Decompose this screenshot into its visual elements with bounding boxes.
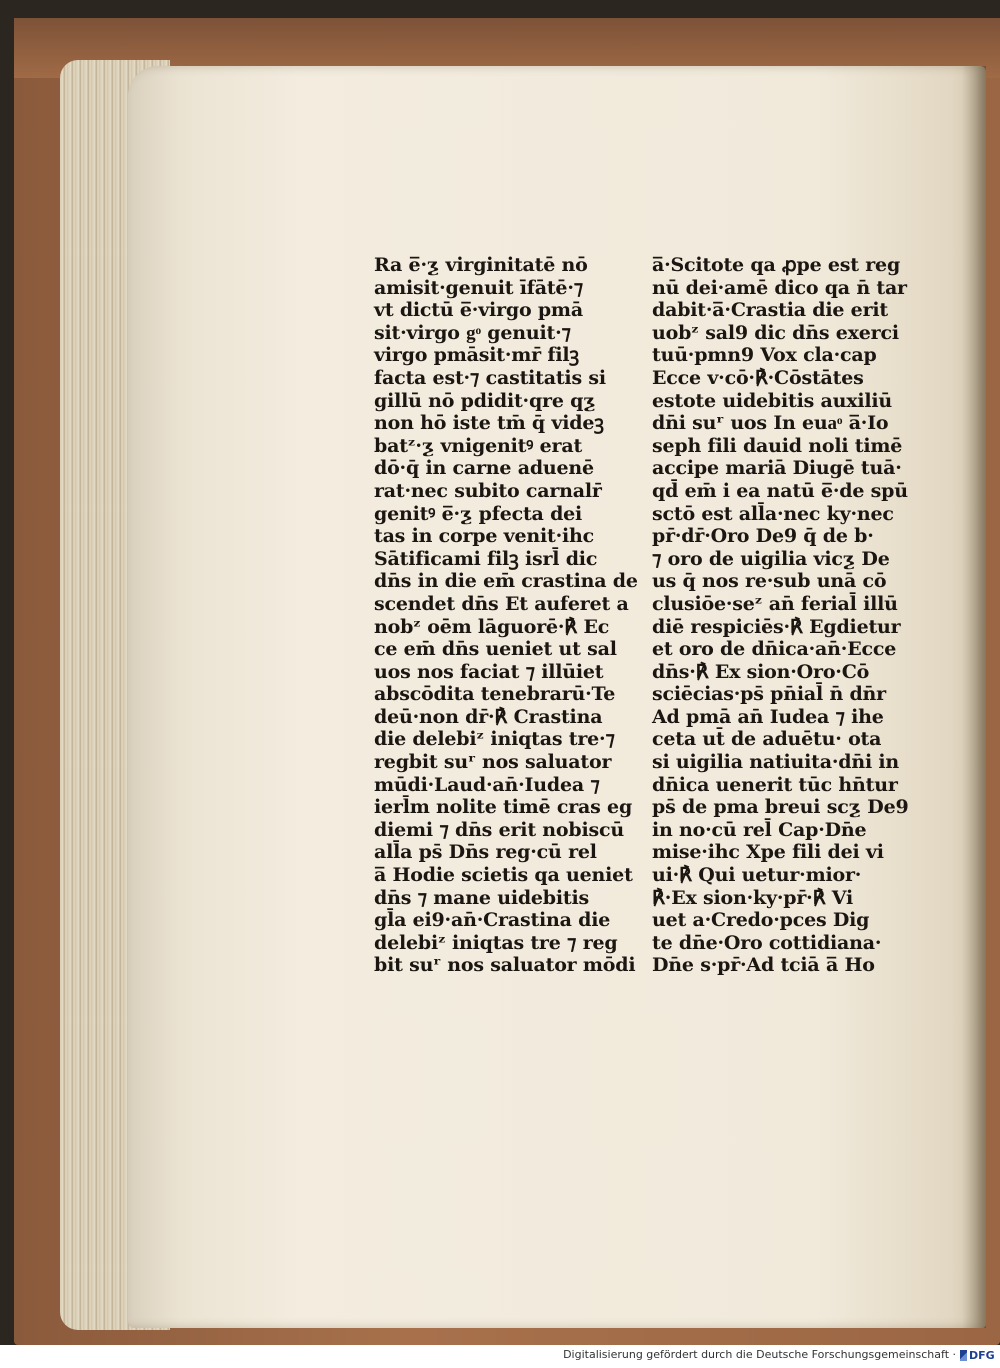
text-line: facta est·⁊ castitatis si xyxy=(374,366,606,389)
text-line: virgo pmāsit·mr̄ filꝫ xyxy=(374,344,579,367)
text-line: regbit suʳ nos saluator xyxy=(374,751,612,774)
text-line: qd̄ em̄ i ea natū e̅·de spū xyxy=(652,479,908,502)
text-line: ℟·Ex sion·ky·pr̄·℟ Vi xyxy=(652,886,854,909)
text-line: ⁊ oro de uigilia vicƺ De xyxy=(652,547,890,570)
text-line: dn̄i suʳ uos In euaͦ a̅·Io xyxy=(652,412,889,435)
text-column-right xyxy=(652,254,914,977)
text-line: Dn̄e s·pr̄·Ad tciā a̅ Ho xyxy=(652,954,875,977)
text-line: gillū nō pdidit·qre qƺ xyxy=(374,389,596,412)
text-line: ui·℟ Qui uetur·mior· xyxy=(652,864,862,887)
text-line: dn̄s ⁊ mane uidebitis xyxy=(374,886,590,909)
text-line: uos nos faciat ⁊ illūiet xyxy=(374,660,604,683)
text-line: Ecce v·cō·℟·Cōstātes xyxy=(652,366,864,389)
text-line: sciēcias·ps̄ pn̄ial̄ n̄ dn̄r xyxy=(652,683,886,706)
text-line: diē respiciēs·℟ Egdietur xyxy=(652,615,901,638)
text-line: genitꝰ e̅·ƺ pfecta dei xyxy=(374,502,583,525)
text-line: ceta ut̄ de aduētu· ota xyxy=(652,728,882,751)
text-line: ps̄ de pma breui scƺ De9 xyxy=(652,796,909,819)
text-line: sit·virgo gͦ genuit·⁊ xyxy=(374,321,571,344)
text-line: et oro de dn̄ica·an̄·Ecce xyxy=(652,638,897,661)
text-line: si uigilia natiuita·dn̄i in xyxy=(652,751,900,774)
dfg-logo-mark xyxy=(960,1350,967,1361)
text-line: sctō est all̄a·nec ky·nec xyxy=(652,502,894,525)
text-line: mise·ihc Xpe fili dei vi xyxy=(652,841,884,864)
text-line: deū·non dr̄·℟ Crastina xyxy=(374,705,603,728)
text-line: dn̄ica uenerit tūc hn̄tur xyxy=(652,773,898,796)
text-line: Ad pmā an̄ Iudea ⁊ ihe xyxy=(652,705,884,728)
text-line: abscōdita tenebrarū·Te xyxy=(374,683,616,706)
text-line: nobᶻ oēm lāguorē·℟ Ec xyxy=(374,615,610,638)
text-line: bit suʳ nos saluator mōdi xyxy=(374,954,636,977)
text-line: all̄a ps̄ Dn̄s reg·cū rel xyxy=(374,841,597,864)
text-line: mūdi·Laud·an̄·Iudea ⁊ xyxy=(374,773,600,796)
dfg-logo xyxy=(960,1347,996,1364)
text-line: batᶻ·ƺ vnigenitꝰ erat xyxy=(374,434,583,457)
text-line: dabit·a̅·Crastia die erit xyxy=(652,299,888,322)
text-line: tuū·pmn9 Vox cla·cap xyxy=(652,344,877,367)
text-line: nū dei·amē dico qa n̄ tar xyxy=(652,276,907,299)
text-line: a̅·Scitote qa ꝓpe est reg xyxy=(652,254,901,276)
text-line: delebiᶻ iniqtas tre ⁊ reg xyxy=(374,931,618,954)
text-column-left xyxy=(374,254,636,977)
text-line: rat·nec subito carnalr̄ xyxy=(374,479,602,502)
text-line: accipe mariā Diugē tuā· xyxy=(652,457,902,480)
footer-bar xyxy=(0,1345,1000,1368)
text-line: ce em̄ dn̄s ueniet ut sal xyxy=(374,638,617,661)
dfg-logo-text: DFG xyxy=(969,1349,995,1362)
page-edge-shadow xyxy=(962,66,986,1328)
text-line: amisit·genuit īfātē·⁊ xyxy=(374,276,583,299)
text-line: die delebiᶻ iniqtas tre·⁊ xyxy=(374,728,615,751)
text-line: clusiōe·seᶻ an̄ ferial̄ illū xyxy=(652,592,898,615)
text-line: seph fili dauid noli timē xyxy=(652,434,903,457)
text-line: estote uidebitis auxiliū xyxy=(652,389,893,412)
text-line: scendet dn̄s Et auferet a xyxy=(374,592,629,615)
text-line: uobᶻ sal9 dic dn̄s exerci xyxy=(652,321,899,344)
text-line: dn̄s in die em̄ crastina de xyxy=(374,570,638,593)
text-line: uet a·Credo·pces Dig xyxy=(652,909,870,932)
text-line: tas in corpe venit·ihc xyxy=(374,525,595,548)
text-line: in no·cū rel̄ Cap·Dn̄e xyxy=(652,818,867,841)
text-line: vt dictū e̅·virgo pmā xyxy=(374,299,583,322)
text-line: Ra e̅·ƺ virginitatē nō xyxy=(374,254,588,276)
text-line: Sātificami filꝫ isrl̄ dic xyxy=(374,547,598,570)
text-line: gl̄a ei9·an̄·Crastina die xyxy=(374,909,611,932)
funding-credit: Digitalisierung gefördert durch die Deutsche Forschungsgemeinschaft · xyxy=(563,1348,956,1361)
text-line: a̅ Hodie scietis qa ueniet xyxy=(374,864,633,887)
text-line: non hō iste tm̄ q̄ videꝫ xyxy=(374,412,604,435)
text-line: dō·q̄ in carne aduenē xyxy=(374,457,594,480)
text-line: dn̄s·℟ Ex sion·Oro·Cō xyxy=(652,660,870,683)
text-line: ierl̄m nolite timē cras eg xyxy=(374,796,633,819)
text-line: te dn̄e·Oro cottidiana· xyxy=(652,931,882,954)
text-line: diemi ⁊ dn̄s erit nobiscū xyxy=(374,818,624,841)
text-line: us q̄ nos re·sub unā cō xyxy=(652,570,887,593)
text-line: pr̄·dr̄·Oro De9 q̄ de b· xyxy=(652,525,874,548)
